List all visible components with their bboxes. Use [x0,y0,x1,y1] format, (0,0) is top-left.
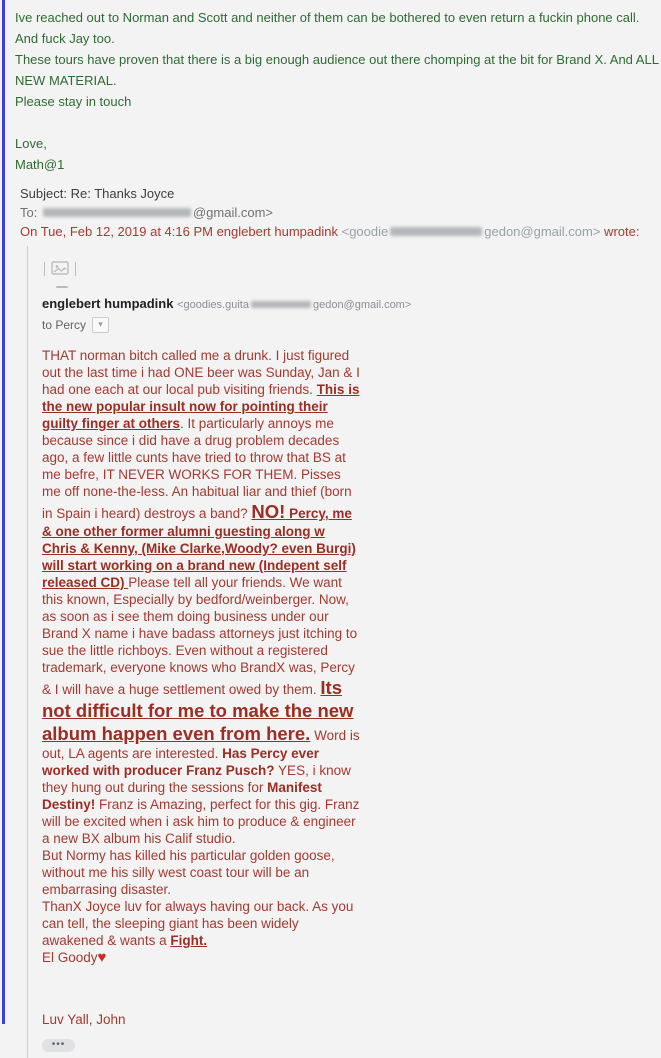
email-paragraph [42,898,360,949]
text-run: But Normy has killed his particular golden goose, without me his silly west coast tour will be an embarrasing disaster. [42,848,335,897]
blockquote-border-blue [2,0,5,1024]
sender-name: englebert humpadink [42,296,174,311]
redacted-recipient-email [43,208,191,217]
broken-image-glyph [50,260,70,278]
text-run: Its not difficult for me to make the new album happen even from here. [42,677,354,744]
email-body [42,347,360,966]
to-recipient-label: to Percy [42,318,87,332]
text-run: Word is out, LA agents are interested. [42,728,360,761]
text-run: NO! [251,501,286,522]
text-run: Percy, me & one other former alumni guesting along w Chris & Kenny, (Mike Clarke,Woody? even Burgi) will start working on a brand new (Indepent self released CD) [42,506,356,590]
email-paragraph [42,949,360,966]
attribution-wrote: wrote: [600,224,640,239]
text-run: ♥ [97,949,107,966]
subject-line: Subject: Re: Thanks Joyce [20,186,175,201]
text-run: Please tell all your friends. We want this known, Especially by bedford/weinberger. Now, as soon as i see them doing business under our Brand X name i have badass attorneys just itching to sue the little richboys. Even without a registered trademark, everyone knows who BrandX was, Percy & I will have a huge settlement owed by them. [42,575,358,697]
quoted-email [27,246,653,1058]
show-trimmed-content-button[interactable]: ••• [42,1039,75,1052]
email-paragraph [42,347,360,847]
sender-email-start: <goodies.guita [177,299,249,311]
quoted-header-block [20,184,653,241]
signoff-line: Luv Yall, John [42,1012,126,1027]
reply-line: Ive reached out to Norman and Scott and neither of them can be bothered to even return a fuckin phone call. And fuck Jay too. [15,10,640,46]
to-line [20,203,653,222]
text-run: Has Percy ever worked with producer Franz Pusch? [42,746,319,778]
attribution-email-start: <goodie [341,224,389,239]
show-details-button[interactable]: ▾ [92,317,109,333]
attribution-text: On Tue, Feb 12, 2019 at 4:16 PM englebert humpadink [20,224,342,239]
reply-line: Please stay in touch [15,94,132,109]
to-recipient-row [42,317,653,333]
text-run: Manifest Destiny! [42,780,322,812]
text-run: YES, i know they hung out during the sessions for [42,763,351,795]
text-run: ThanX Joyce luv for always having our back. As you can tell, the sleeping giant has been widely awakened & wants a [42,899,354,948]
text-run: This is the new popular insult now for pointing their guilty finger at others [42,382,360,431]
text-run: Franz is Amazing, perfect for this gig. Franz will be excited when i ask him to produce & engineer a new BX album his Calif studio. [42,797,360,846]
bracket-right [75,262,76,276]
bracket-left [44,262,45,276]
reply-line-blank [15,112,661,133]
to-label: To: [20,205,38,220]
attribution-email-end: gedon@gmail.com> [484,224,601,239]
reply-message [15,7,661,175]
redacted-sender-email [390,227,482,236]
email-paragraph [42,847,360,898]
collapsed-content-dash [56,286,68,288]
sender-row [42,296,653,313]
spacer [42,966,653,1011]
text-run: . It particularly annoys me because since i did have a drug problem decades ago, a few little cunts have tried to throw that BS at me befre, IT NEVER WORKS FOR THEM. Pisses me off none-the-less. An habitual liar and thief (born in Spain i heard) destroys a band? [42,416,352,521]
redacted-header-email [251,301,311,308]
blocked-image-icon [44,256,653,282]
reply-line: These tours have proven that there is a big enough audience out there chomping at the bit for Brand X. And ALL NEW MATERIAL. [15,52,659,88]
text-run: El Goody [42,950,98,965]
text-run: Fight. [170,933,208,948]
attribution-line [20,222,653,241]
to-email-suffix: @gmail.com> [192,205,273,220]
text-run: THAT norman bitch called me a drunk. I just figured out the last time i had ONE beer was Sunday, Jan & I had one each at our local pub visiting friends. [42,348,360,397]
sender-email-end: gedon@gmail.com> [312,299,412,311]
reply-signature: Math@1 [15,157,65,172]
reply-line: Love, [15,136,47,151]
